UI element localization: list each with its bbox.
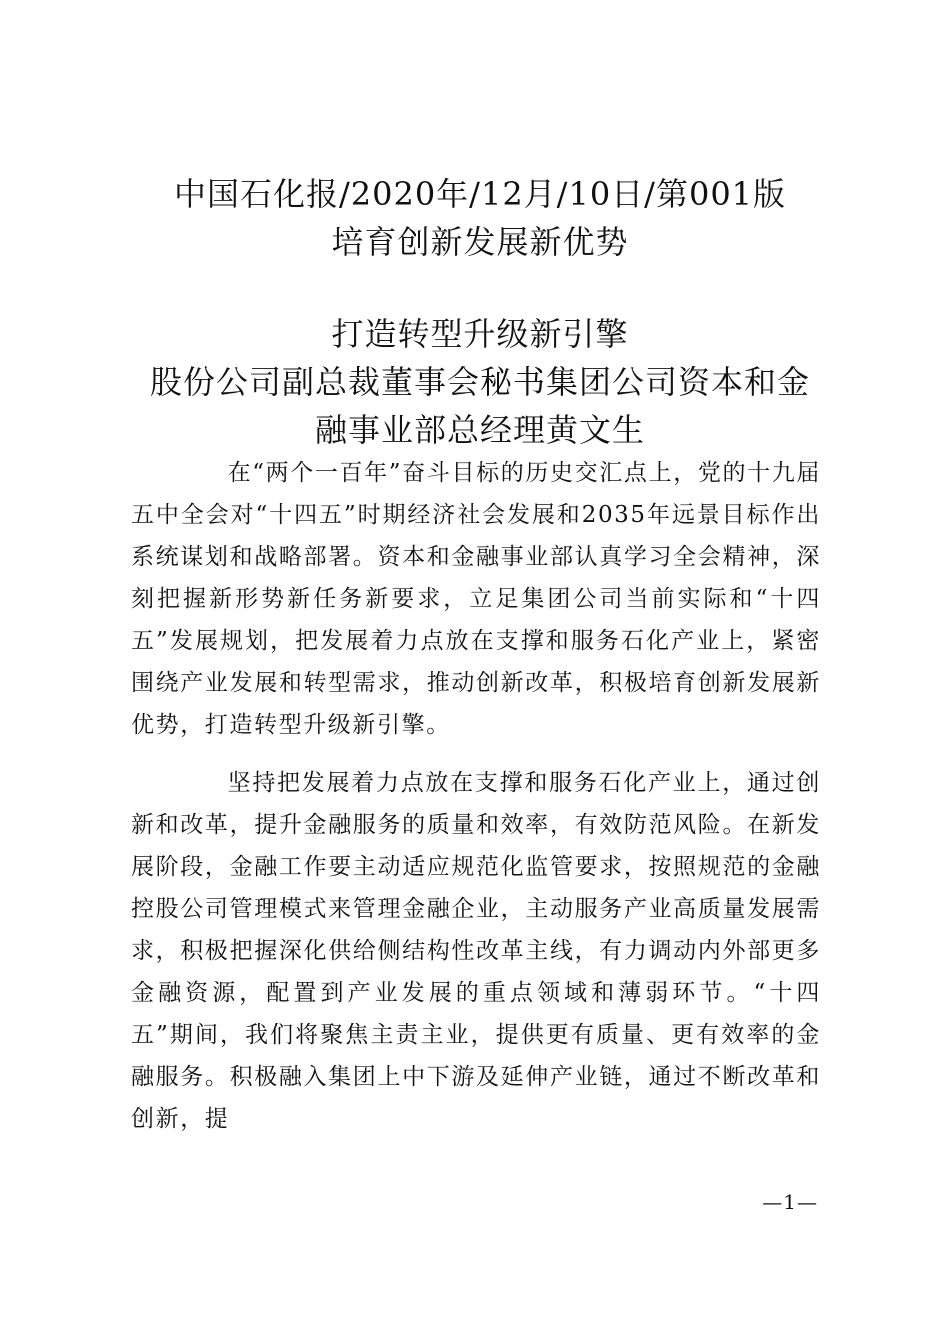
article-author-line-1: 股份公司副总裁董事会秘书集团公司资本和金	[149, 363, 810, 401]
article-title	[100, 310, 860, 454]
masthead	[100, 170, 860, 266]
article-title-line-1: 打造转型升级新引擎	[331, 315, 629, 353]
body-paragraph: 坚持把发展着力点放在支撑和服务石化产业上，通过创新和改革，提升金融服务的质量和效率，有效防范风险。在新发展阶段，金融工作要主动适应规范化监管要求，按照规范的金融控股公司管理模式来管理金融企业，主动服务产业高质量发展需求，积极把握深化供给侧结构性改革主线，有力调动内外部更多金融资源，配置到产业发展的重点领域和薄弱环节。“十四五”期间，我们将聚焦主责主业，提供更有质量、更有效率的金融服务。积极融入集团上中下游及延伸产业链，通过不断改革和创新，提	[131, 770, 821, 1132]
body-paragraph: 在“两个一百年”奋斗目标的历史交汇点上，党的十九届五中全会对“十四五”时期经济社会发展和2035年远景目标作出系统谋划和战略部署。资本和金融事业部认真学习全会精神，深刻把握新形势新任务新要求，立足集团公司当前实际和“十四五”发展规划，把发展着力点放在支撑和服务石化产业上，紧密围绕产业发展和转型需求，推动创新改革，积极培育创新发展新优势，打造转型升级新引擎。	[131, 460, 821, 738]
article-author-line-2: 融事业部总经理黄文生	[314, 411, 645, 449]
masthead-headline: 培育创新发展新优势	[331, 223, 629, 261]
masthead-publication-line: 中国石化报/2020年/12月/10日/第001版	[173, 175, 787, 213]
page-number: —1—	[762, 1190, 818, 1214]
article-body	[131, 452, 821, 1140]
